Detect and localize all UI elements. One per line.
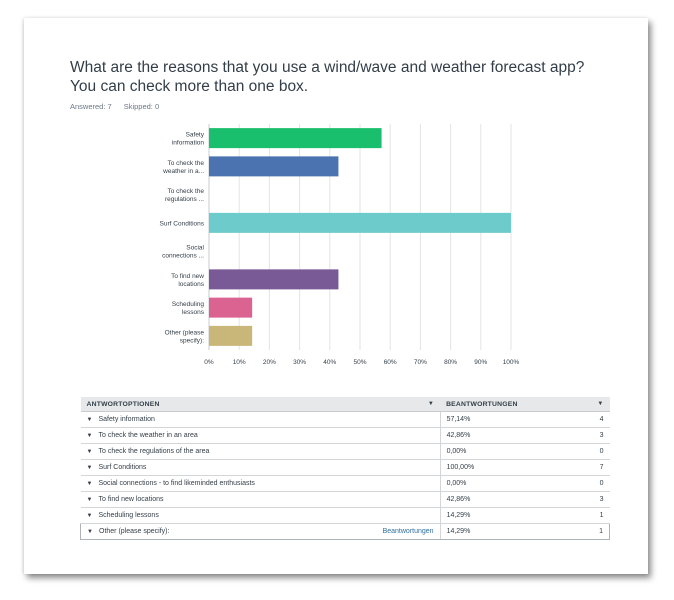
answer-option-cell <box>81 476 441 492</box>
x-tick-label: 0% <box>204 359 214 366</box>
response-count: 3 <box>568 428 610 444</box>
category-label: weather in a... <box>163 167 204 175</box>
answer-option-label: To check the regulations of the area <box>98 448 210 455</box>
answer-option-label: Scheduling lessons <box>98 512 159 519</box>
responses-link[interactable]: Beantwortungen <box>382 528 434 535</box>
category-label: regulations ... <box>164 196 204 204</box>
header-responses-label: BEANTWORTUNGEN <box>446 400 518 408</box>
expand-caret-icon[interactable]: ▼ <box>86 513 93 519</box>
category-label: To check the <box>167 188 204 196</box>
bar <box>209 298 252 318</box>
expand-caret-icon[interactable]: ▼ <box>86 433 93 439</box>
sort-caret-icon[interactable]: ▼ <box>427 400 435 407</box>
x-tick-label: 80% <box>444 359 458 366</box>
category-label: information <box>171 139 204 147</box>
bar-chart <box>24 18 648 378</box>
table-row <box>81 508 610 524</box>
expand-caret-icon[interactable]: ▼ <box>86 481 93 487</box>
response-percent: 57,14% <box>440 412 568 428</box>
category-label: locations <box>178 280 204 288</box>
question-title: What are the reasons that you use a wind/wave and weather forecast app? You can check more than one box. <box>70 59 585 95</box>
header-answer-options[interactable] <box>81 397 441 412</box>
answer-option-label: Other (please specify): <box>99 528 170 535</box>
expand-caret-icon[interactable]: ▼ <box>86 465 93 471</box>
x-tick-label: 50% <box>353 359 367 366</box>
expand-caret-icon[interactable]: ▼ <box>86 417 93 423</box>
response-percent: 14,29% <box>440 508 568 524</box>
x-tick-label: 10% <box>232 359 246 366</box>
category-label: To check the <box>167 159 204 167</box>
bar <box>209 213 511 233</box>
answer-option-cell <box>81 444 441 460</box>
response-count: 0 <box>568 476 610 492</box>
response-percent: 0,00% <box>440 476 568 492</box>
category-label: lessons <box>181 309 204 317</box>
answer-option-cell <box>81 428 441 444</box>
response-count: 3 <box>568 492 610 508</box>
response-count: 1 <box>568 508 610 524</box>
x-tick-label: 60% <box>383 359 397 366</box>
x-tick-label: 20% <box>262 359 276 366</box>
category-label: To find new <box>171 272 204 280</box>
category-label: Other (please <box>164 329 204 337</box>
category-label: Scheduling <box>171 301 204 309</box>
table-row <box>81 444 610 460</box>
bar <box>209 269 338 289</box>
table-row <box>81 460 610 476</box>
category-label: Social <box>186 244 204 252</box>
bar <box>209 156 338 176</box>
answered-count: Answered: 7 <box>70 102 112 111</box>
table-header-row <box>81 397 610 412</box>
category-label: Surf Conditions <box>159 220 204 228</box>
answer-option-cell <box>81 412 441 428</box>
answer-option-cell <box>81 524 441 540</box>
response-percent: 100,00% <box>440 460 568 476</box>
table-row <box>81 428 610 444</box>
x-tick-label: 40% <box>323 359 337 366</box>
answer-option-cell <box>81 508 441 524</box>
answer-option-cell <box>81 492 441 508</box>
response-count: 7 <box>568 460 610 476</box>
response-count: 4 <box>568 412 610 428</box>
expand-caret-icon[interactable]: ▼ <box>86 497 93 503</box>
response-percent: 14,29% <box>440 524 568 540</box>
header-responses[interactable] <box>440 397 609 412</box>
response-count: 0 <box>568 444 610 460</box>
expand-caret-icon[interactable]: ▼ <box>86 449 93 455</box>
table-row <box>81 476 610 492</box>
table-row <box>81 492 610 508</box>
answer-option-label: Social connections - to find likeminded enthusiasts <box>98 480 255 487</box>
response-percent: 0,00% <box>440 444 568 460</box>
response-percent: 42,86% <box>440 492 568 508</box>
header-answer-options-label: ANTWORTOPTIONEN <box>86 400 160 408</box>
x-tick-label: 70% <box>413 359 427 366</box>
table-row <box>81 412 610 428</box>
category-label: specify): <box>179 337 204 345</box>
x-tick-label: 90% <box>474 359 488 366</box>
bar <box>209 326 252 346</box>
x-tick-label: 30% <box>293 359 307 366</box>
response-percent: 42,86% <box>440 428 568 444</box>
x-tick-label: 100% <box>502 359 520 366</box>
answer-option-cell <box>81 460 441 476</box>
category-label: Safety <box>185 131 204 139</box>
sort-caret-icon[interactable]: ▼ <box>597 400 604 407</box>
answer-option-label: To find new locations <box>98 496 164 503</box>
answer-option-label: Surf Conditions <box>98 464 147 471</box>
answer-option-label: To check the weather in an area <box>98 432 198 439</box>
expand-caret-icon[interactable]: ▼ <box>87 529 93 535</box>
category-label: connections ... <box>162 252 204 260</box>
response-count: 1 <box>568 524 610 540</box>
bar <box>209 128 382 148</box>
skipped-count: Skipped: 0 <box>123 102 160 111</box>
survey-card <box>24 18 648 574</box>
answer-option-label: Safety information <box>98 416 155 423</box>
table-row <box>81 524 610 540</box>
responses-table <box>80 397 610 540</box>
